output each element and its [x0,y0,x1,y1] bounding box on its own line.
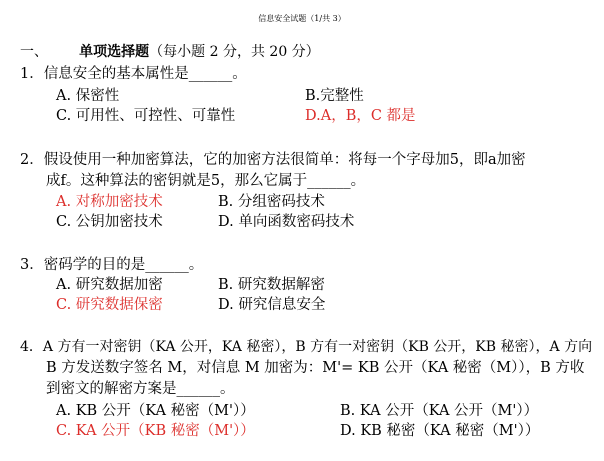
question-4-line-1: 4．A 方有一对密钥（KA 公开，KA 秘密），B 方有一对密钥（KB 公开，KB 秘密），A 方向 [20,339,593,355]
question-2-line-1: 2．假设使用一种加密算法，它的加密方法很简单：将每一个字母加5，即a加密 [20,152,526,168]
q1-option-c: C. 可用性、可控性、可靠性 [56,108,236,124]
section-heading [20,43,320,61]
question-4-line-3: 到密文的解密方案是______。 [46,381,235,397]
q1-option-d-answer: D.A，B，C 都是 [305,108,416,124]
page-title: 信息安全试题（1/共 3） [258,14,346,23]
question-4-line-2: B 方发送数字签名 M，对信息 M 加密为：M'= KB 公开（KA 秘密（M）），B 方收 [46,360,585,376]
q4-option-d: D. KB 秘密（KA 秘密（M'）） [340,423,540,439]
q3-option-a: A. 研究数据加密 [56,277,163,293]
q1-option-a: A. 保密性 [56,88,120,104]
q4-option-b: B. KA 公开（KA 公开（M'）） [340,403,539,419]
question-2-line-2: 成f。这种算法的密钥就是5，那么它属于______。 [46,173,366,189]
q3-option-d: D. 研究信息安全 [218,297,326,313]
q3-option-c-answer: C. 研究数据保密 [56,297,163,313]
q3-option-b: B. 研究数据解密 [218,277,325,293]
question-1-stem: 1．信息安全的基本属性是______。 [20,66,247,82]
q2-option-b: B. 分组密码技术 [218,194,325,210]
q1-option-b: B.完整性 [305,88,364,104]
q2-option-d: D. 单向函数密码技术 [218,214,355,230]
section-name: 单项选择题 [79,44,150,60]
q4-option-c-answer: C. KA 公开（KB 秘密（M'）） [56,423,255,439]
q2-option-a-answer: A. 对称加密技术 [56,194,163,210]
q2-option-c: C. 公钥加密技术 [56,214,163,230]
question-3-stem: 3．密码学的目的是______。 [20,257,204,273]
section-note: （每小题 2 分，共 20 分） [149,44,320,60]
q4-option-a: A. KB 公开（KA 秘密（M'）） [56,403,255,419]
section-number: 一、 [20,44,48,60]
